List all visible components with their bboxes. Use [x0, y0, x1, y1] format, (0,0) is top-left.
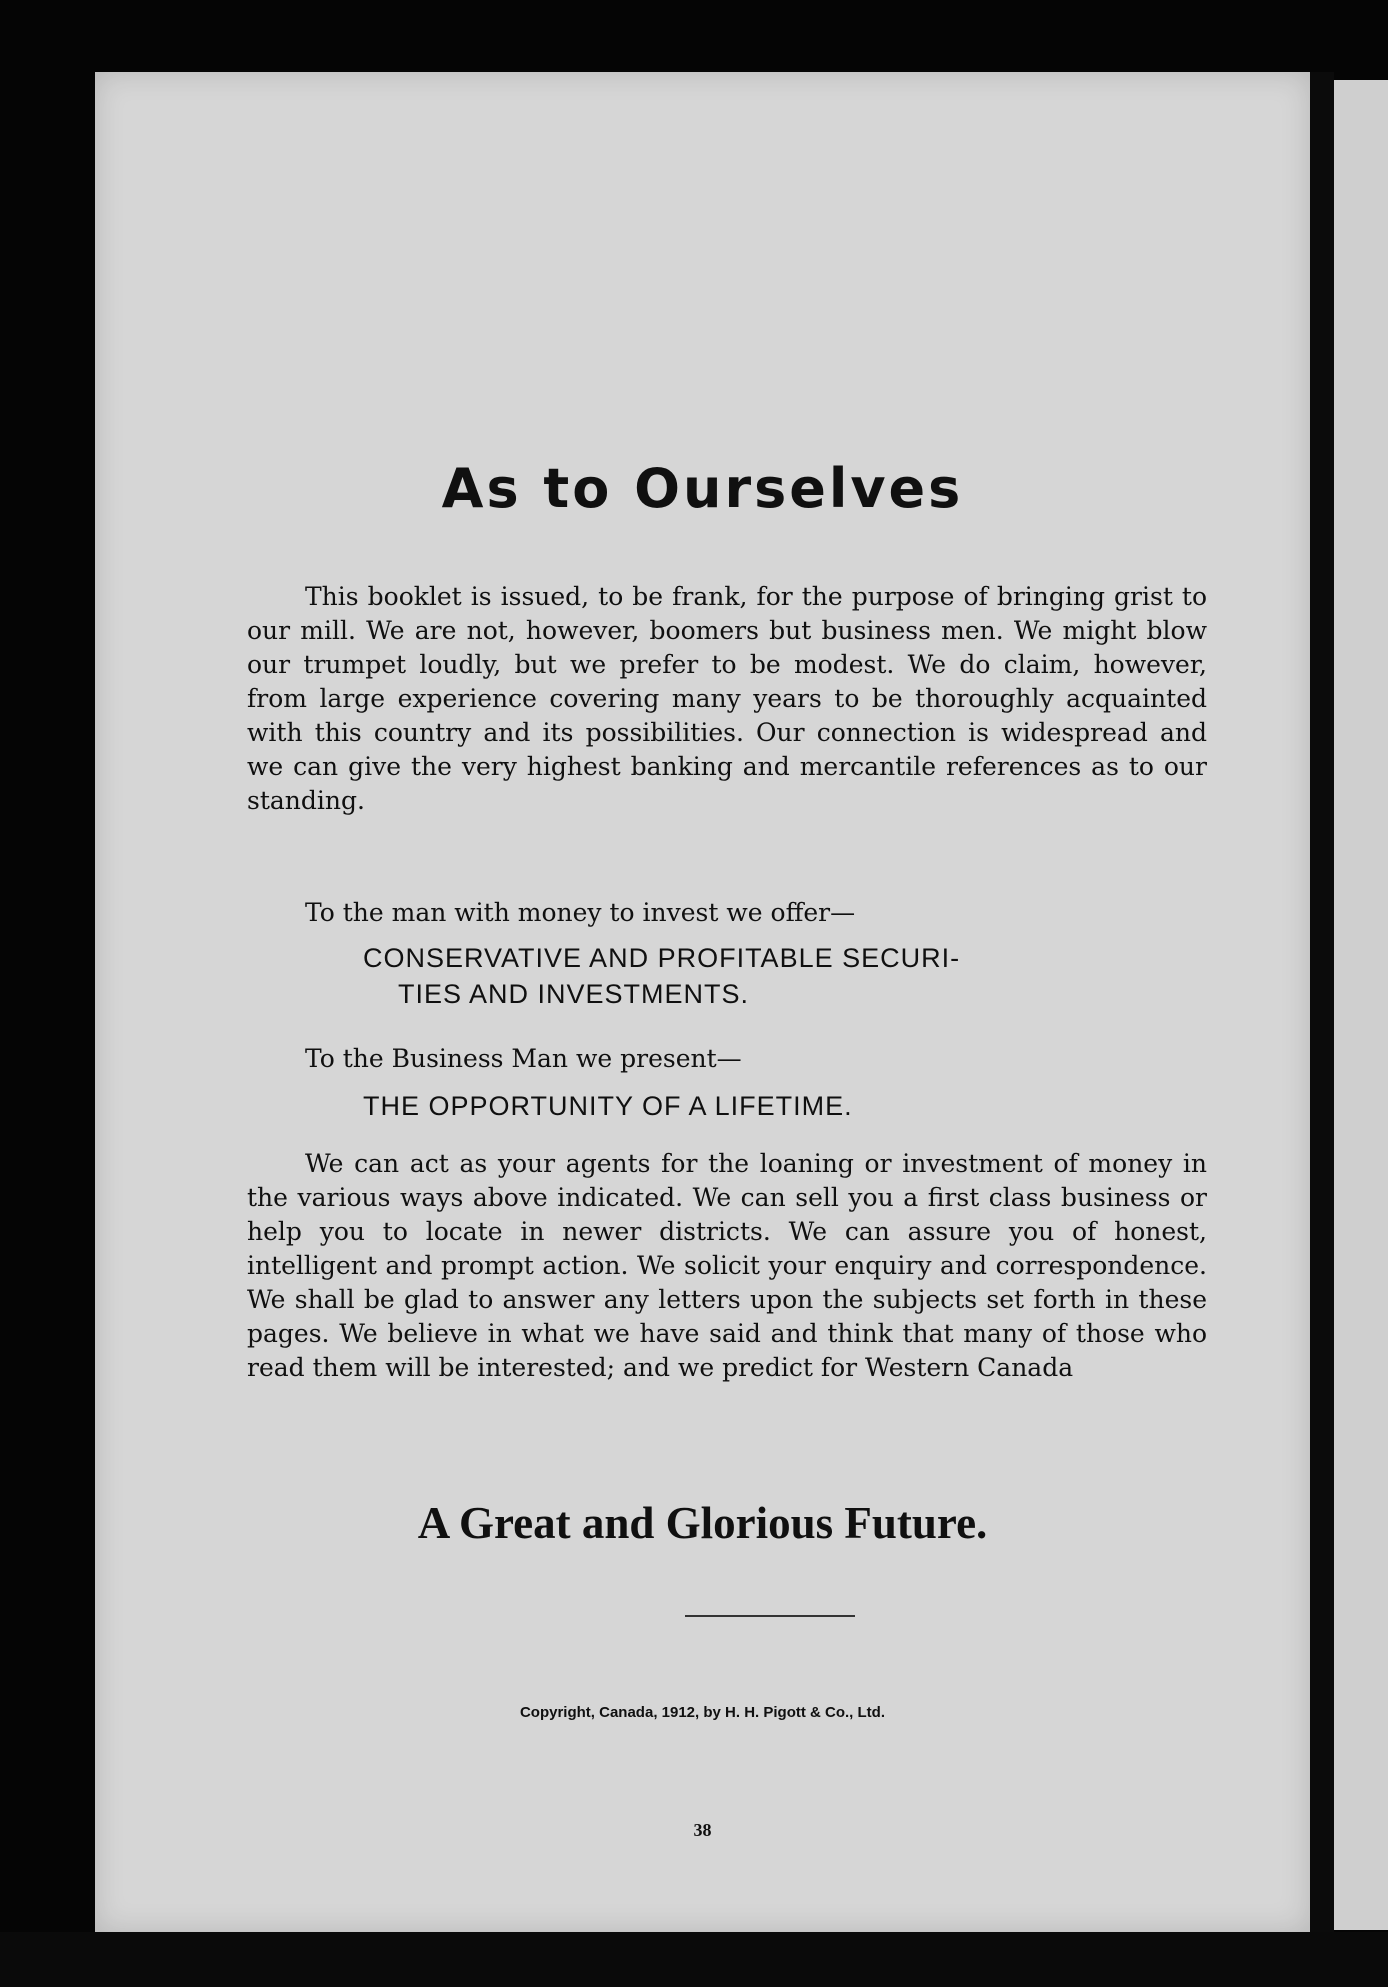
offer-text — [363, 940, 1208, 1012]
intro-paragraph: This booklet is issued, to be frank, for the purpose of bringing grist to our mill. We are not, however, boomers but business men. We might blow our trumpet loudly, but we prefer to be modest. We do claim, however, from large experience covering many years to be thoroughly acquainted with this country and its possibilities. Our connection is widespread and we can give the very highest banking and mercantile references as to our standing. — [247, 582, 1207, 815]
present-text: THE OPPORTUNITY OF A LIFETIME. — [363, 1091, 853, 1121]
offer-lead: To the man with money to invest we offer— — [305, 898, 856, 927]
copyright-notice: Copyright, Canada, 1912, by H. H. Pigott & Co., Ltd. — [519, 1704, 886, 1721]
adjacent-page-edge — [1334, 80, 1388, 1930]
offer-text-line-1: CONSERVATIVE AND PROFITABLE SECURI- — [363, 943, 961, 973]
page-number: 38 — [693, 1820, 712, 1840]
present-lead: To the Business Man we present— — [305, 1044, 742, 1073]
book-page — [95, 72, 1310, 1932]
offer-text-line-2: TIES AND INVESTMENTS. — [398, 979, 750, 1009]
divider-rule — [685, 1615, 855, 1617]
page-title: As to Ourselves — [441, 457, 964, 520]
book-spine — [1310, 72, 1334, 1932]
scan-bottom-border — [0, 1932, 1388, 1987]
agents-paragraph: We can act as your agents for the loaning or investment of money in the various ways above indicated. We can sell you a first class business or help you to locate in newer districts. We can assure you of honest, intelligent and prompt action. We solicit your enquiry and correspondence. We shall be glad to answer any letters upon the subjects set forth in these pages. We believe in what we have said and think that many of those who read them will be interested; and we predict for Western Canada — [247, 1149, 1207, 1382]
closing-heading: A Great and Glorious Future. — [417, 1498, 988, 1548]
